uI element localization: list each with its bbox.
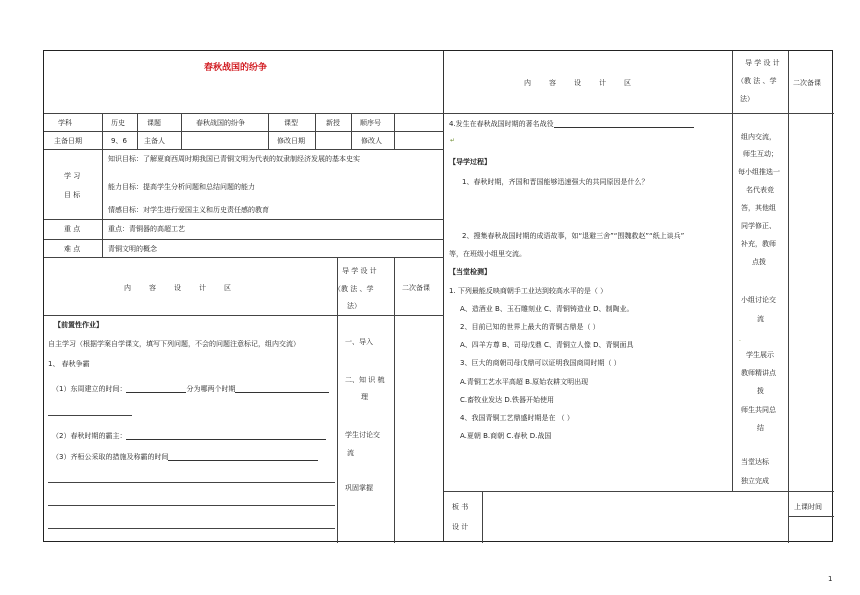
date-value: 9、6 [111, 137, 127, 145]
type-label: 课型 [284, 119, 298, 127]
guide-note-r-4: 答，其他组 [741, 204, 776, 212]
order-label: 顺序号 [360, 119, 381, 127]
subject-value: 历史 [111, 119, 125, 127]
test-question-4: 4、我国青铜工艺鼎盛时期是在 （ ） [460, 414, 574, 422]
test-question-3-options-b: C.畜牧业发达 D.铁器开始使用 [460, 396, 554, 404]
question-1b: 分为哪两个时期 [186, 385, 236, 393]
guide-note-intro: 一、导入 [345, 338, 373, 346]
guide-note-r-6: 补充，教师 [741, 240, 776, 248]
guide-note-r-14: 结 [757, 424, 764, 432]
guide-note-r-3: 名代表竞 [746, 186, 774, 194]
date-label: 主备日期 [54, 137, 82, 145]
question-1-text [52, 385, 329, 393]
question-2: （2）春秋时期的霸主： [52, 432, 127, 440]
content-header-right: 内容设计区 [524, 79, 649, 87]
right-column: 内容设计区 导 学 设 计 （教 法 、学 法） 二次备课 4.发生在春秋战国时期的著名战役 ↵ 【导学过程】 1、春秋时期，齐国和晋国能够迅速强大的共同原因是什么？ 2、搜集春秋战国时期的成语故事，如“退避三舍”“围魏救赵”“纸上谈兵” 等，在班级小组里交流。 【当堂检测】 1. 下列最能反映商朝手工业达到较高水平的是（ ） A、造酒业 B、玉石雕刻业 C、青铜铸造业 D、制陶业。 2、目前已知的世界上最大的青铜古鼎是（ ） A、四羊方尊 B、司母戊鼎 C、青铜立人像 D、青铜面具 3、巨大的商朝司母戊鼎可以证明我国商周时期（ ） A.青铜工艺水平高超 B.原始农耕文明出现 C.畜牧业发达 D.铁器开始使用 4、我国青铜工艺鼎盛时期是在 （ ） A.夏朝 B.商朝 C.春秋 D.战国 组内交流， 师生互动； 每小组推选一 名代表竞 答，其他组 同学修正、 补充，教师 点拨 小组讨论交 流 . 学生展示 教师精讲点 拨 师生共同总 结 当堂达标 独立完成 板 书 设 计 上课时间 [444, 51, 834, 541]
guide-note-r-11: 教师精讲点 [741, 369, 776, 377]
guide-note-r-1: 师生互动； [743, 150, 778, 158]
guide-header-right-1: 导 学 设 计 [745, 59, 780, 67]
modifier-label: 修改人 [361, 137, 382, 145]
question-3: （3）齐桓公采取的措施及称霸的时间 [52, 453, 169, 461]
question-2-text [52, 432, 326, 440]
goal-emotion: 情感目标：对学生进行爱国主义和历史责任感的教育 [108, 206, 269, 214]
board-label-1: 板 书 [452, 503, 469, 511]
guide-note-knowledge-2: 理 [361, 393, 368, 401]
test-question-3: 3、巨大的商朝司母戊鼎可以证明我国商周时期（ ） [460, 359, 621, 367]
answer-line-2[interactable] [48, 505, 335, 506]
goal-ability: 能力目标：提高学生分析问题和总结问题的能力 [108, 183, 255, 191]
guide-header-right-2: （教 法 、学 [737, 77, 777, 85]
answer-blank-4[interactable] [126, 432, 326, 440]
goal-knowledge: 知识目标：了解夏商西周时期我国已青铜文明为代表的奴隶制经济发展的基本史实 [108, 155, 360, 163]
answer-blank-1[interactable] [126, 385, 186, 393]
guide-header-right-3: 法） [740, 95, 754, 103]
test-question-2: 2、目前已知的世界上最大的青铜古鼎是（ ） [460, 323, 600, 331]
item-spring-autumn-hegemony: 1、 春秋争霸 [48, 360, 90, 368]
test-question-4-options: A.夏朝 B.商朝 C.春秋 D.战国 [460, 432, 552, 440]
test-question-2-options: A、四羊方尊 B、司母戊鼎 C、青铜立人像 D、青铜面具 [460, 341, 634, 349]
question-3-text [52, 453, 318, 461]
guide-note-r-2: 每小组推选一 [738, 168, 780, 176]
test-question-3-options-a: A.青铜工艺水平高超 B.原始农耕文明出现 [460, 378, 589, 386]
answer-blank-2[interactable] [235, 385, 329, 393]
left-column [44, 51, 444, 541]
goals-label-1: 学 习 [64, 172, 81, 180]
guide-header-left-3: 法） [347, 302, 361, 310]
guide-note-r-16: 独立完成 [741, 477, 769, 485]
guide-note-r-15: 当堂达标 [741, 458, 769, 466]
question-4: 4.发生在春秋战国时期的著名战役 [449, 120, 554, 128]
question-4-text [449, 120, 694, 128]
test-title: 【当堂检测】 [449, 268, 491, 276]
guide-note-discussion: 学生讨论交 [345, 431, 380, 439]
modify-date-label: 修改日期 [277, 137, 305, 145]
guide-note-r-5: 同学修正、 [741, 222, 776, 230]
guide-note-r-9: 流 [757, 315, 764, 323]
guide-header-left-1: 导 学 设 计 [342, 267, 377, 275]
author-label: 主备人 [144, 137, 165, 145]
page-number: 1 [828, 575, 833, 583]
guide-note-r-0: 组内交流， [741, 133, 776, 141]
answer-line-3[interactable] [48, 528, 335, 529]
content-header-left: 内容设计区 [124, 284, 249, 292]
process-question-2b: 等，在班级小组里交流。 [449, 250, 526, 258]
preview-intro: 自主学习（根据学案自学课文，填写下列问题，不会的问题注意标记，组内交流） [48, 340, 300, 348]
answer-blank-6[interactable] [554, 120, 694, 128]
guide-note-r-12: 拨 [757, 387, 764, 395]
guide-note-r-7: 点拨 [752, 258, 766, 266]
process-question-2a: 2、搜集春秋战国时期的成语故事，如“退避三舍”“围魏救赵”“纸上谈兵” [462, 232, 685, 240]
lesson-title: 春秋战国的纷争 [204, 63, 268, 73]
subject-label: 学科 [58, 119, 72, 127]
preview-title: 【前置性作业】 [54, 321, 103, 329]
test-question-1-options: A、造酒业 B、玉石雕刻业 C、青铜铸造业 D、制陶业。 [460, 305, 634, 313]
guide-note-r-8: 小组讨论交 [741, 296, 776, 304]
guide-note-discussion-2: 流 [347, 449, 354, 457]
answer-line-1[interactable] [48, 482, 335, 483]
test-question-1: 1. 下列最能反映商朝手工业达到较高水平的是（ ） [449, 287, 608, 295]
guide-note-r-10: 学生展示 [746, 351, 774, 359]
key-point-label: 重 点 [64, 225, 81, 233]
process-question-1: 1、春秋时期，齐国和晋国能够迅速强大的共同原因是什么？ [462, 178, 649, 186]
lesson-plan-table [43, 50, 833, 542]
guide-note-knowledge: 二、知 识 梳 [345, 376, 385, 384]
class-time-label: 上课时间 [794, 503, 822, 511]
guide-note-r-13: 师生共同总 [741, 406, 776, 414]
goals-label-2: 目 标 [64, 191, 81, 199]
answer-blank-5[interactable] [168, 453, 318, 461]
board-label-2: 设 计 [452, 523, 469, 531]
type-value: 新授 [326, 119, 340, 127]
question-1a: （1）东周建立的时间： [52, 385, 127, 393]
process-title: 【导学过程】 [449, 158, 491, 166]
topic-label: 课题 [147, 119, 161, 127]
second-header-right: 二次备课 [793, 79, 821, 87]
guide-note-consolidate: 巩固掌握 [345, 484, 373, 492]
difficulty: 青铜文明的概念 [108, 245, 157, 253]
guide-header-left-2: （教 法 、学 [334, 285, 374, 293]
second-header-left: 二次备课 [402, 284, 430, 292]
answer-blank-3[interactable] [48, 415, 132, 416]
topic-value: 春秋战国的纷争 [196, 119, 245, 127]
key-point: 重点：青铜器的高超工艺 [108, 225, 185, 233]
difficulty-label: 难 点 [64, 245, 81, 253]
